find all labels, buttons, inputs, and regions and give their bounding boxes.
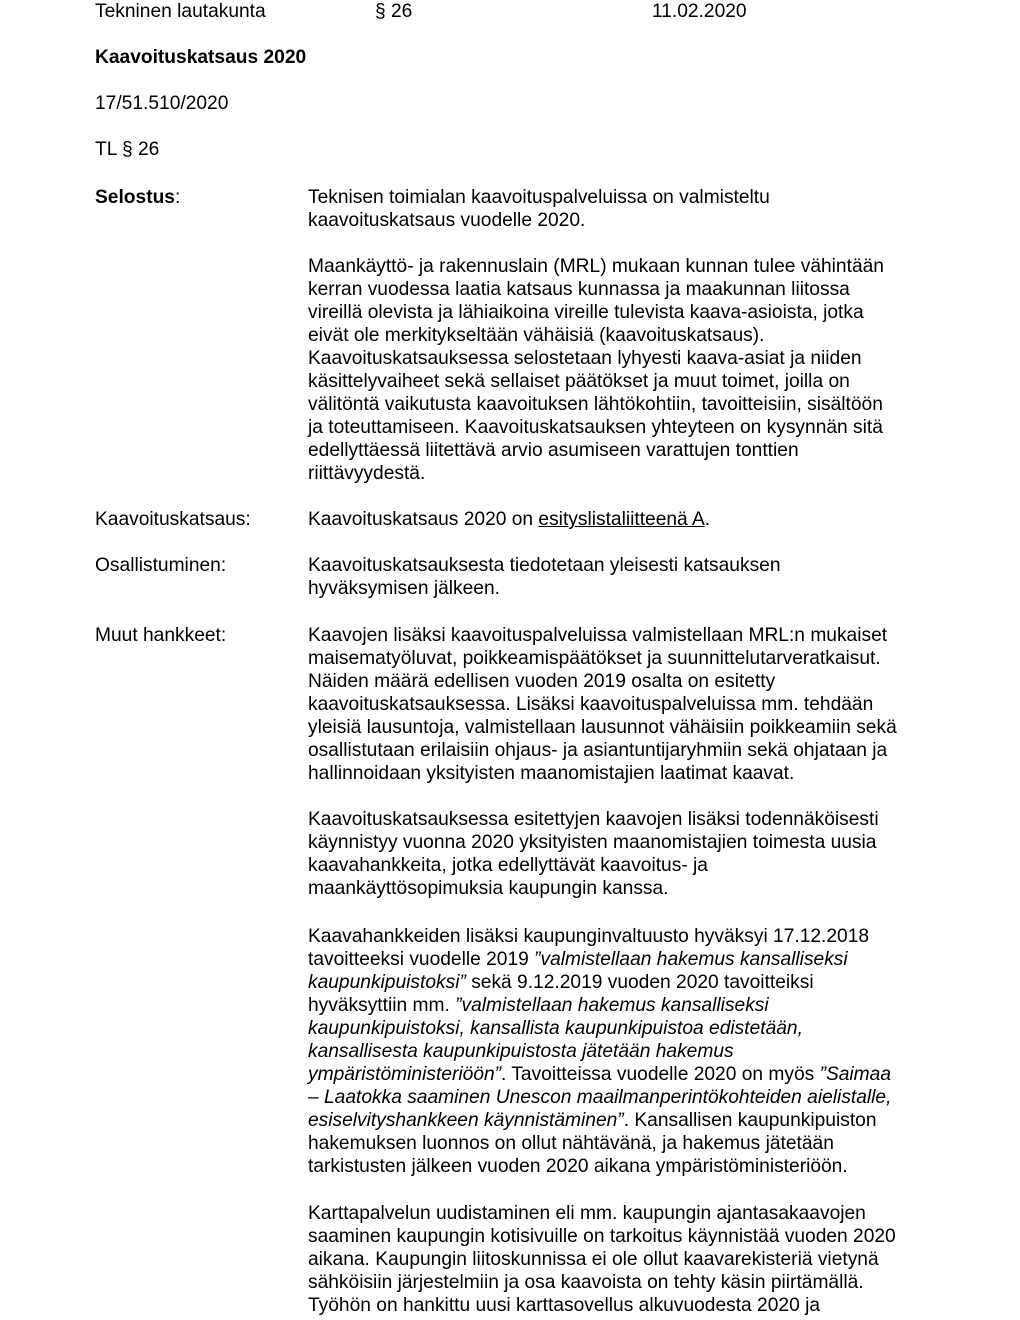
osallistuminen-label: Osallistuminen: [95, 555, 227, 576]
muut-paragraph-4 [308, 1202, 938, 1317]
text-line: kaavahankkeita, jotka edellyttävät kaavoitus- ja [308, 855, 708, 876]
text-line: edellyttäessä liitettävä arvio asumiseen varattujen tonttien [308, 440, 799, 461]
muut-paragraph-3 [308, 925, 938, 1178]
text-line [308, 1063, 938, 1086]
kaavoituskatsaus-label: Kaavoituskatsaus: [95, 509, 251, 530]
text-line: Kaavojen lisäksi kaavoituspalveluissa valmistellaan MRL:n mukaiset [308, 625, 888, 646]
quote-fragment: ”Saimaa [819, 1064, 892, 1085]
text-line [308, 994, 938, 1017]
text-line: välitöntä vaikutusta kaavoituksen lähtökohtiin, tavoitteisiin, sisältöön [308, 394, 883, 415]
muut-paragraph-2 [308, 808, 938, 900]
quote-fragment: ympäristöministeriöön” [308, 1064, 501, 1085]
text-line [308, 948, 938, 971]
quote-line: kansallisesta kaupunkipuistosta jätetään hakemus [308, 1041, 734, 1062]
text-line: riittävyydestä. [308, 463, 426, 484]
text-line [308, 1109, 938, 1132]
selostus-paragraph-2 [308, 255, 938, 485]
text-line: Työhön on hankittu uusi karttasovellus alkuvuodesta 2020 ja [308, 1295, 821, 1316]
quote-fragment: ”valmistellaan hakemus kansalliseksi [534, 949, 848, 970]
text-line: maankäyttösopimuksia kaupungin kanssa. [308, 878, 669, 899]
muut-paragraph-1 [308, 624, 938, 785]
diary-number: 17/51.510/2020 [95, 93, 229, 114]
osallistuminen-paragraph [308, 554, 938, 600]
text-line [308, 508, 938, 531]
text-line: tarkistusten jälkeen vuoden 2020 aikana ympäristöministeriöön. [308, 1156, 848, 1177]
text-line: maisematyöluvat, poikkeamispäätökset ja suunnittelutarveratkaisut. [308, 648, 881, 669]
section-number: § 26 [375, 1, 413, 22]
text-line: käynnistyy vuonna 2020 yksityisten maanomistajien toimesta uusia [308, 832, 877, 853]
quote-line: kaupunkipuistoksi, kansallista kaupunkipuistoa edistetään, [308, 1018, 803, 1039]
text-line: osallistutaan erilaisiin ohjaus- ja asiantuntijaryhmiin sekä ohjataan ja [308, 740, 888, 761]
quote-fragment: ”valmistellaan hakemus kansalliseksi [455, 995, 769, 1016]
text-line: hakemuksen luonnos on ollut nähtävänä, ja hakemus jätetään [308, 1133, 834, 1154]
text-fragment: hyväksyttiin mm. [308, 995, 456, 1016]
text-fragment: . Tavoitteissa vuodelle 2020 on myös [501, 1064, 820, 1085]
text-fragment: sekä 9.12.2019 vuoden 2020 tavoitteiksi [465, 972, 814, 993]
text-line: Teknisen toimialan kaavoituspalveluissa on valmisteltu [308, 187, 770, 208]
text-line: vireillä olevista ja lähiaikoina vireille tulevista kaava-asioista, jotka [308, 302, 864, 323]
quote-fragment: kaupunkipuistoksi” [308, 972, 466, 993]
meeting-date: 11.02.2020 [652, 1, 747, 22]
attachment-link[interactable]: esityslistaliitteenä A [538, 509, 705, 530]
text-line: Kaavahankkeiden lisäksi kaupunginvaltuusto hyväksyi 17.12.2018 [308, 926, 870, 947]
text-line: kerran vuodessa laatia katsaus kunnassa ja maakunnan liitossa [308, 279, 850, 300]
text-line: Kaavoituskatsauksessa selostetaan lyhyesti kaava-asiat ja niiden [308, 348, 862, 369]
text-line: eivät ole merkitykseltään vähäisiä (kaavoituskatsaus). [308, 325, 765, 346]
text-line: saaminen kaupungin kotisivuille on tarkoitus käynnistää vuoden 2020 [308, 1226, 896, 1247]
text-line: Maankäyttö- ja rakennuslain (MRL) mukaan kunnan tulee vähintään [308, 256, 884, 277]
muut-hankkeet-label: Muut hankkeet: [95, 625, 227, 646]
text-line [308, 971, 938, 994]
text-line: Näiden määrä edellisen vuoden 2019 osalta on esitetty [308, 671, 776, 692]
selostus-label [95, 186, 180, 209]
selostus-label-text: Selostus [95, 187, 175, 208]
text-line: hyväksymisen jälkeen. [308, 578, 500, 599]
text-fragment: . Kansallisen kaupunkipuiston [623, 1110, 877, 1131]
text-fragment: Kaavoituskatsaus 2020 on [308, 509, 539, 530]
tl-reference: TL § 26 [95, 139, 160, 160]
text-line: kaavoituskatsauksessa. Lisäksi kaavoituspalveluissa mm. tehdään [308, 694, 874, 715]
kaavoituskatsaus-paragraph [308, 508, 938, 531]
text-line: Kaavoituskatsauksesta tiedotetaan yleisesti katsauksen [308, 555, 781, 576]
text-line: Kaavoituskatsauksessa esitettyjen kaavojen lisäksi todennäköisesti [308, 809, 879, 830]
text-line: ja toteuttamiseen. Kaavoituskatsauksen yhteyteen on kysynnän sitä [308, 417, 883, 438]
quote-fragment: esiselvityshankkeen käynnistäminen” [308, 1110, 624, 1131]
text-fragment: . [704, 509, 711, 530]
text-line: Karttapalvelun uudistaminen eli mm. kaupungin ajantasakaavojen [308, 1203, 866, 1224]
text-line: aikana. Kaupungin liitoskunnissa ei ole ollut kaavarekisteriä vietynä [308, 1249, 879, 1270]
committee-name: Tekninen lautakunta [95, 1, 266, 22]
quote-line: – Laatokka saaminen Unescon maailmanperintökohteiden aielistalle, [308, 1087, 892, 1108]
text-line: yleisiä lausuntoja, valmistellaan lausunnot vähäisiin poikkeamiin sekä [308, 717, 897, 738]
document-title: Kaavoituskatsaus 2020 [95, 47, 307, 68]
text-line: käsittelyvaiheet sekä sellaiset päätökset ja muut toimet, joilla on [308, 371, 850, 392]
text-line: sähköisiin järjestelmiin ja osa kaavoista on tehty käsin piirtämällä. [308, 1272, 864, 1293]
selostus-paragraph-1 [308, 186, 938, 232]
selostus-label-colon: : [174, 187, 181, 208]
text-line: kaavoituskatsaus vuodelle 2020. [308, 210, 586, 231]
text-line: hallinnoidaan yksityisten maanomistajien laatimat kaavat. [308, 763, 795, 784]
text-fragment: tavoitteeksi vuodelle 2019 [308, 949, 535, 970]
